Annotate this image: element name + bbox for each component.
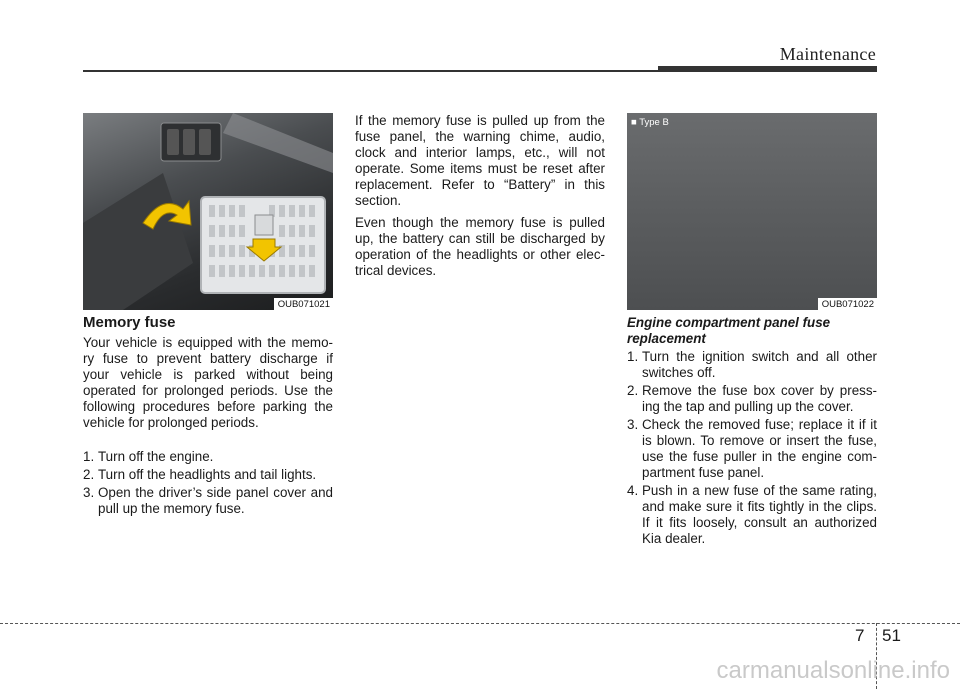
memory-fuse-heading: Memory fuse xyxy=(83,314,176,331)
middle-column xyxy=(355,113,605,285)
battery-discharge-note: Even though the memory fuse is pulled up, the battery can still be discharged by operation of the headlights or other elec-trical devices. xyxy=(355,215,605,278)
page-number: 51 xyxy=(882,626,901,645)
memory-fuse-steps xyxy=(83,449,333,517)
header-rule-thin xyxy=(83,70,658,72)
memory-fuse-photo xyxy=(83,113,333,310)
header-rule-thick xyxy=(658,66,877,72)
section-title: Maintenance xyxy=(779,44,876,64)
figure-caption: OUB071022 xyxy=(818,298,877,310)
step-item: 1. Turn the ignition switch and all other switches off. xyxy=(627,349,877,380)
type-b-photo xyxy=(627,113,877,310)
fuse-panel-illustration xyxy=(83,113,333,310)
step-item: 2. Remove the fuse box cover by press-ing the tap and pulling up the cover. xyxy=(627,383,877,414)
memory-fuse-paragraph: Your vehicle is equipped with the memo-ry fuse to prevent battery discharge if your vehicle is parked without being operated for prolonged periods. Use the following procedures before parking the vehicle for prolonged periods. xyxy=(83,335,333,430)
right-column xyxy=(627,349,877,549)
chapter-number: 7 xyxy=(855,626,865,645)
step-item: 3. Open the driver’s side panel cover and pull up the memory fuse. xyxy=(83,485,333,516)
figure-caption: OUB071021 xyxy=(274,298,333,310)
memory-fuse-note: If the memory fuse is pulled up from the fuse panel, the warning chime, audio, clock and interior lamps, etc., will not operate. Some items must be reset after replacement. Refer to “Battery” in this section. xyxy=(355,113,605,208)
left-column xyxy=(83,335,333,519)
step-item: 1. Turn off the engine. xyxy=(83,449,214,464)
step-item: 2. Turn off the headlights and tail lights. xyxy=(83,467,317,482)
step-item: 4. Push in a new fuse of the same rating, and make sure it fits tightly in the clips. If it fits loosely, consult an authorized Kia dealer. xyxy=(627,483,877,546)
figure-label: ■ Type B xyxy=(631,117,669,128)
step-item: 3. Check the removed fuse; replace it if it is blown. To remove or insert the fuse, use the fuse puller in the engine com-partment fuse panel. xyxy=(627,417,877,480)
footer-rule xyxy=(0,623,960,624)
square-bullet-icon: ■ xyxy=(631,117,640,128)
watermark: carmanualsonline.info xyxy=(716,657,950,684)
engine-fuse-steps xyxy=(627,349,877,547)
engine-fuse-subheading: Engine compartment panel fuse replacement xyxy=(627,315,831,346)
